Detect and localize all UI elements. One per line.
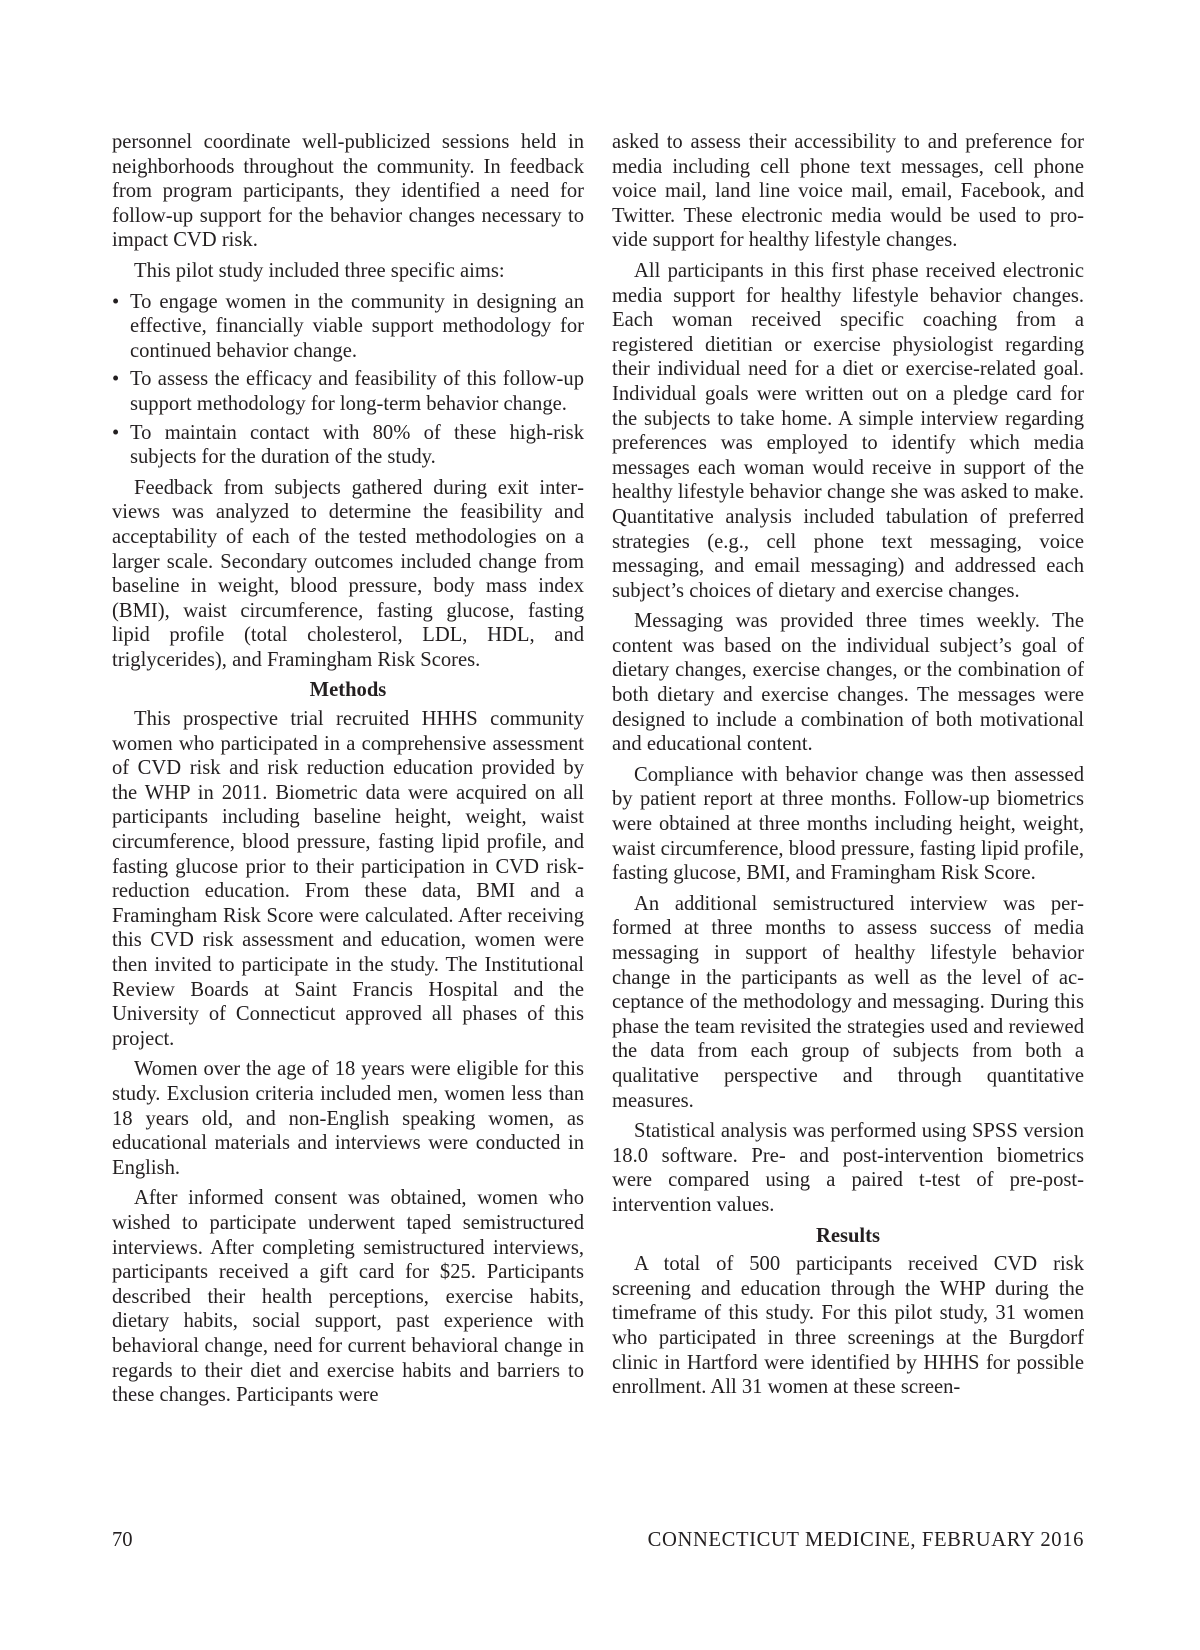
paragraph-compliance: Compliance with behavior change was then assessed by patient report at three months. Follow-up biometrics were obtained at three months including height, weight, waist circumference, blood pressure, fasting lipid profile, fasting glucose, BMI, and Framingham Risk Score. xyxy=(612,763,1084,885)
list-item xyxy=(112,367,584,416)
paragraph-intro-continued: personnel coordinate well-publicized sessions held in neighborhoods throughout the community. In feedback from program participants, they identified a need for follow-up support for the behavior changes necessary to impact CVD risk. xyxy=(112,131,584,252)
paragraph-eligibility: Women over the age of 18 years were eligible for this study. Exclusion criteria included men, women less than 18 years old, and non-English speaking women, as educational materials and interviews were conducted in English. xyxy=(112,1058,584,1179)
paragraph-results: A total of 500 participants received CVD risk screening and education through the WHP during the timeframe of this study. For this pilot study, 31 women who participated in three screenings at the Burgdorf clinic in Hartford were identified by HHHS for possible enrollment. All 31 women at these screen- xyxy=(612,1253,1084,1399)
aim-text: To engage women in the community in designing an effective, financially viable support methodology for continued behavior change. xyxy=(130,290,584,362)
paragraph-electronic-support: All participants in this first phase received electronic media support for healthy lifestyle behavior changes. Each woman received specific coaching from a registered dietitian or exercise physiologist regarding their individual need for a diet or exercise-related goal. Individual goals were written out on a pledge card for the subjects to take home. A simple interview regarding preferences was employed to identify which media messages each woman would receive in support of the healthy lifestyle behavior change she was asked to make. Quantitative analysis included tabulation of preferred strategies (e.g., cell phone text messaging, voice messaging, and email messaging) and addressed each subject’s choices of dietary and exercise changes. xyxy=(612,259,1084,602)
paragraph-interview: An additional semistructured interview was performed at three months to assess success of media messaging in support of healthy lifestyle behavior change in the participants as well as the level of acceptance of the methodology and messaging. During this phase the team revisited the strategies used and reviewed the data from each group of subjects from both a qualitative perspective and through quantitative measures. xyxy=(612,892,1084,1112)
aims-list xyxy=(112,290,584,470)
section-heading-methods: Methods xyxy=(309,679,387,702)
paragraph-aims-intro: This pilot study included three specific aims: xyxy=(134,259,505,282)
bullet-icon: • xyxy=(112,290,120,313)
paragraph-statistics: Statistical analysis was performed using SPSS version 18.0 software. Pre- and post-intervention biometrics were compared using a paired t-test of pre-post-intervention values. xyxy=(612,1120,1084,1216)
bullet-icon: • xyxy=(112,421,120,444)
list-item xyxy=(112,290,584,364)
bullet-icon: • xyxy=(112,368,120,391)
running-footer: CONNECTICUT MEDICINE, FEBRUARY 2016 xyxy=(647,1529,1084,1551)
list-item xyxy=(112,421,584,470)
paragraph-media-continued: asked to assess their accessibility to and preference for media including cell phone text messages, cell phone voice mail, land line voice mail, email, Facebook, and Twitter. These electronic media would be used to provide support for healthy lifestyle changes. xyxy=(612,131,1084,252)
right-column xyxy=(612,130,1084,1406)
paragraph-feedback: Feedback from subjects gathered during exit interviews was analyzed to determine the feasibility and acceptability of each of the tested methodologies on a larger scale. Secondary outcomes included change from baseline in weight, blood pressure, body mass index (BMI), waist circumference, fasting glucose, fasting lipid profile (total cholesterol, LDL, HDL, and triglycerides), and Framingham Risk Scores. xyxy=(112,476,584,671)
aim-text: To maintain contact with 80% of these high-risk subjects for the duration of the study. xyxy=(130,421,584,469)
paragraph-consent: After informed consent was obtained, women who wished to participate underwent taped semistructured interviews. After completing semistructured interviews, participants received a gift card for $25. Participants described their health perceptions, exercise habits, dietary habits, social support, past experience with behavioral change, need for current behavioral change in regards to their diet and exercise habits and barriers to these changes. Participants were xyxy=(112,1187,584,1407)
section-heading-results: Results xyxy=(815,1224,881,1247)
aim-text: To assess the efficacy and feasibility of this follow-up support methodology for long-term behavior change. xyxy=(130,368,584,415)
left-column xyxy=(112,130,584,1414)
page-number: 70 xyxy=(112,1529,133,1551)
paragraph-messaging: Messaging was provided three times weekly. The content was based on the individual subject’s goal of dietary changes, exercise changes, or the combination of both dietary and exercise changes. The messages were designed to include a combination of both motivational and educational content. xyxy=(612,610,1084,756)
paragraph-trial: This prospective trial recruited HHHS community women who participated in a comprehensive assessment of CVD risk and risk reduction education provided by the WHP in 2011. Biometric data were acquired on all participants including baseline height, weight, waist circumference, blood pressure, fasting lipid profile, and fasting glucose prior to their participation in CVD risk-reduction education. From these data, BMI and a Framingham Risk Score were calculated. After receiving this CVD risk assessment and education, women were then invited to participate in the study. The Institutional Review Boards at Saint Francis Hospital and the University of Connecticut approved all phases of this project. xyxy=(112,708,584,1050)
